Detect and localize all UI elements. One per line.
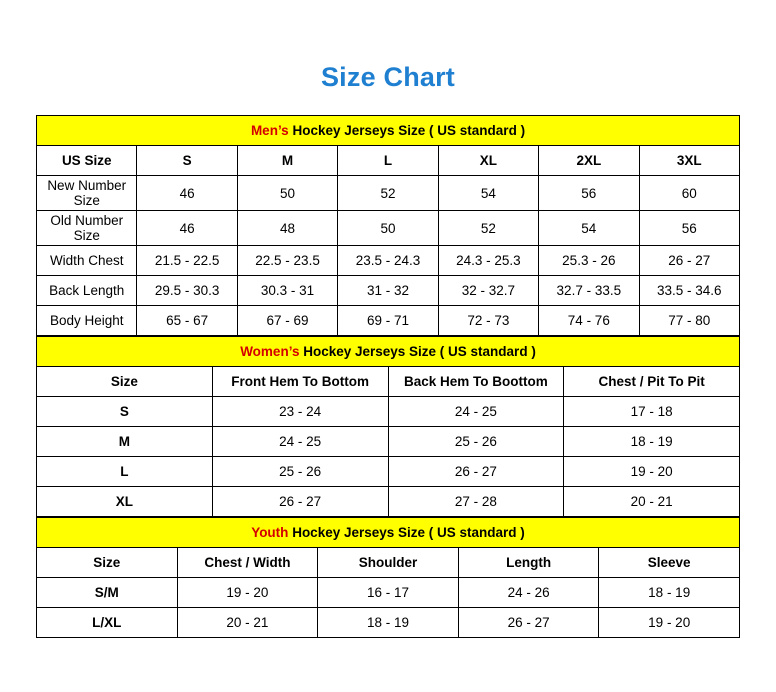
mens-col-5: 2XL [539, 146, 639, 176]
womens-r0-c1: 23 - 24 [212, 397, 388, 427]
table-row [37, 457, 740, 487]
mens-r2-c3: 23.5 - 24.3 [338, 246, 438, 276]
womens-banner-rest: Hockey Jerseys Size ( US standard ) [299, 344, 536, 359]
mens-banner [37, 116, 740, 146]
youth-r1-c4: 19 - 20 [599, 608, 740, 638]
table-row [37, 211, 740, 246]
youth-size-table [36, 517, 740, 638]
womens-r2-c2: 26 - 27 [388, 457, 564, 487]
mens-r1-c4: 52 [438, 211, 538, 246]
mens-r0-c5: 56 [539, 176, 639, 211]
womens-banner-row [37, 337, 740, 367]
youth-r1-c2: 18 - 19 [318, 608, 459, 638]
mens-r0-c6: 60 [639, 176, 739, 211]
mens-r2-c1: 21.5 - 22.5 [137, 246, 237, 276]
mens-r2-c0: Width Chest [37, 246, 137, 276]
mens-r3-c1: 29.5 - 30.3 [137, 276, 237, 306]
mens-col-1: S [137, 146, 237, 176]
womens-banner-highlight: Women’s [240, 344, 300, 359]
mens-r1-c3: 50 [338, 211, 438, 246]
youth-r1-c1: 20 - 21 [177, 608, 318, 638]
womens-r1-c2: 25 - 26 [388, 427, 564, 457]
mens-r4-c5: 74 - 76 [539, 306, 639, 336]
table-row [37, 397, 740, 427]
mens-r0-c2: 50 [237, 176, 337, 211]
table-row [37, 578, 740, 608]
womens-r3-c3: 20 - 21 [564, 487, 740, 517]
table-row [37, 176, 740, 211]
womens-r2-c1: 25 - 26 [212, 457, 388, 487]
youth-banner [37, 518, 740, 548]
womens-r1-c0: M [37, 427, 213, 457]
youth-col-3: Length [458, 548, 599, 578]
mens-r2-c2: 22.5 - 23.5 [237, 246, 337, 276]
youth-header-row [37, 548, 740, 578]
womens-size-table [36, 336, 740, 517]
mens-r4-c6: 77 - 80 [639, 306, 739, 336]
mens-r4-c3: 69 - 71 [338, 306, 438, 336]
mens-r3-c6: 33.5 - 34.6 [639, 276, 739, 306]
mens-r4-c2: 67 - 69 [237, 306, 337, 336]
womens-r0-c0: S [37, 397, 213, 427]
mens-r2-c4: 24.3 - 25.3 [438, 246, 538, 276]
womens-r3-c2: 27 - 28 [388, 487, 564, 517]
womens-col-2: Back Hem To Boottom [388, 367, 564, 397]
womens-col-1: Front Hem To Bottom [212, 367, 388, 397]
womens-r1-c1: 24 - 25 [212, 427, 388, 457]
table-row [37, 276, 740, 306]
mens-r1-c2: 48 [237, 211, 337, 246]
mens-r0-c0: New Number Size [37, 176, 137, 211]
table-row [37, 306, 740, 336]
mens-r2-c6: 26 - 27 [639, 246, 739, 276]
mens-col-4: XL [438, 146, 538, 176]
youth-r1-c0: L/XL [37, 608, 178, 638]
mens-r3-c5: 32.7 - 33.5 [539, 276, 639, 306]
table-row [37, 246, 740, 276]
youth-r0-c3: 24 - 26 [458, 578, 599, 608]
womens-r3-c1: 26 - 27 [212, 487, 388, 517]
page-title: Size Chart [320, 62, 456, 92]
womens-header-row [37, 367, 740, 397]
youth-r0-c2: 16 - 17 [318, 578, 459, 608]
mens-r4-c1: 65 - 67 [137, 306, 237, 336]
mens-r1-c0: Old Number Size [37, 211, 137, 246]
youth-col-4: Sleeve [599, 548, 740, 578]
mens-r0-c1: 46 [137, 176, 237, 211]
mens-r2-c5: 25.3 - 26 [539, 246, 639, 276]
womens-r0-c2: 24 - 25 [388, 397, 564, 427]
mens-banner-row [37, 116, 740, 146]
mens-r0-c3: 52 [338, 176, 438, 211]
mens-r3-c3: 31 - 32 [338, 276, 438, 306]
womens-r0-c3: 17 - 18 [564, 397, 740, 427]
mens-r3-c0: Back Length [37, 276, 137, 306]
womens-col-0: Size [37, 367, 213, 397]
womens-r3-c0: XL [37, 487, 213, 517]
youth-col-1: Chest / Width [177, 548, 318, 578]
womens-r1-c3: 18 - 19 [564, 427, 740, 457]
youth-banner-rest: Hockey Jerseys Size ( US standard ) [288, 525, 525, 540]
youth-banner-highlight: Youth [251, 525, 289, 540]
womens-r2-c0: L [37, 457, 213, 487]
mens-r4-c4: 72 - 73 [438, 306, 538, 336]
womens-banner [37, 337, 740, 367]
mens-r1-c5: 54 [539, 211, 639, 246]
mens-col-2: M [237, 146, 337, 176]
mens-r1-c1: 46 [137, 211, 237, 246]
size-chart-tables [36, 115, 740, 638]
mens-size-table [36, 115, 740, 336]
mens-col-6: 3XL [639, 146, 739, 176]
womens-col-3: Chest / Pit To Pit [564, 367, 740, 397]
table-row [37, 608, 740, 638]
youth-r1-c3: 26 - 27 [458, 608, 599, 638]
youth-r0-c0: S/M [37, 578, 178, 608]
mens-col-0: US Size [37, 146, 137, 176]
womens-r2-c3: 19 - 20 [564, 457, 740, 487]
mens-r3-c2: 30.3 - 31 [237, 276, 337, 306]
mens-r1-c6: 56 [639, 211, 739, 246]
mens-r3-c4: 32 - 32.7 [438, 276, 538, 306]
youth-banner-row [37, 518, 740, 548]
youth-r0-c1: 19 - 20 [177, 578, 318, 608]
table-row [37, 487, 740, 517]
mens-header-row [37, 146, 740, 176]
mens-col-3: L [338, 146, 438, 176]
mens-banner-rest: Hockey Jerseys Size ( US standard ) [288, 123, 526, 138]
table-row [37, 427, 740, 457]
youth-col-2: Shoulder [318, 548, 459, 578]
mens-r0-c4: 54 [438, 176, 538, 211]
youth-r0-c4: 18 - 19 [599, 578, 740, 608]
mens-r4-c0: Body Height [37, 306, 137, 336]
mens-banner-highlight: Men’s [250, 123, 289, 138]
youth-col-0: Size [37, 548, 178, 578]
